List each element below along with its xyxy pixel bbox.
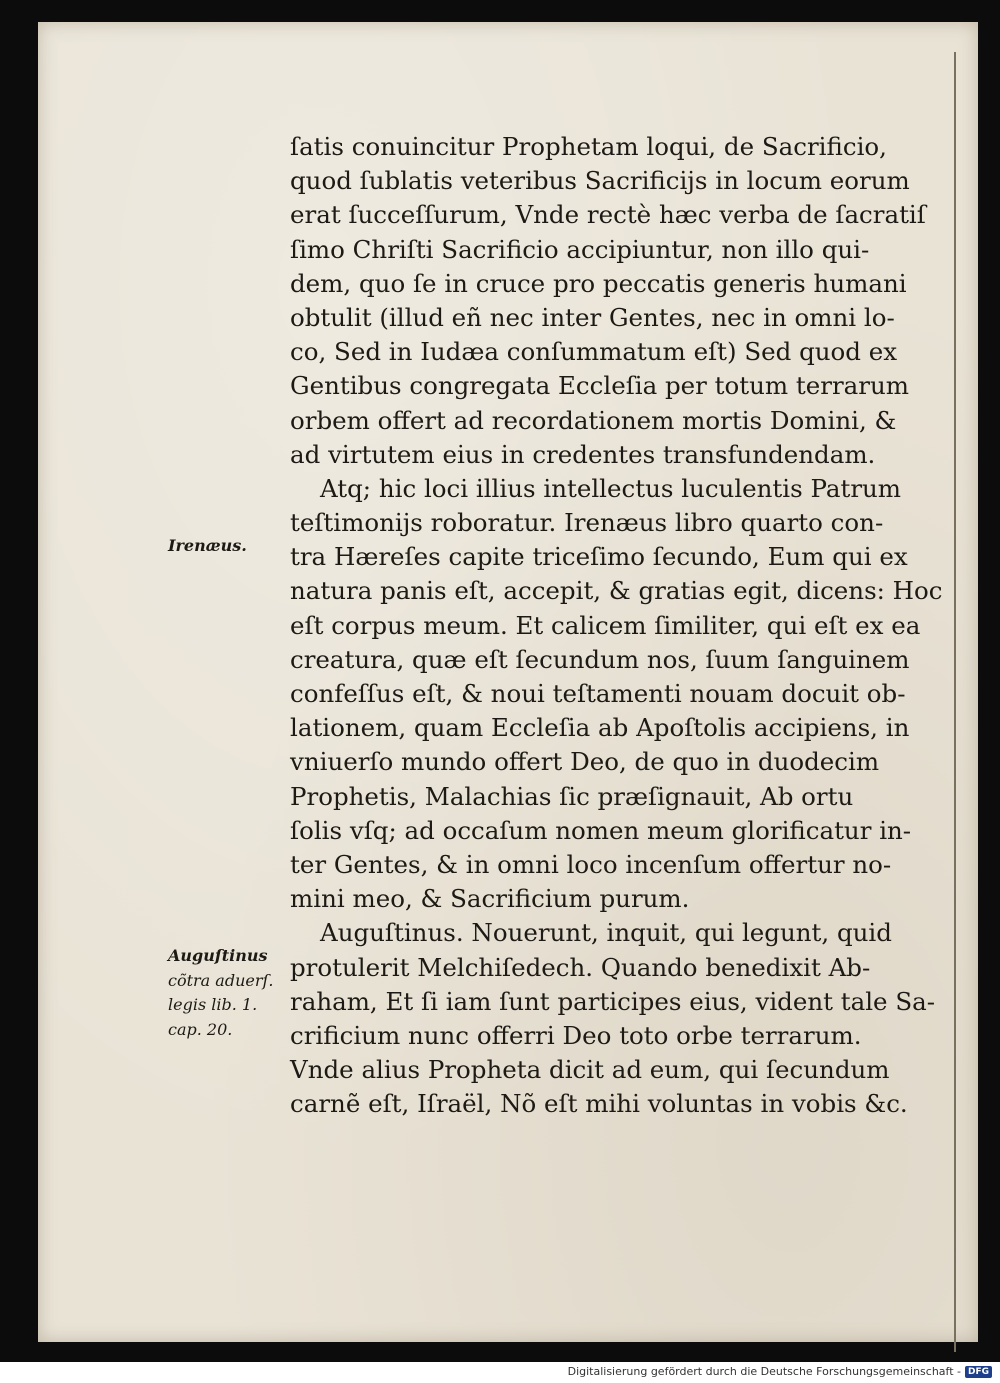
text-line: Vnde alius Propheta dicit ad eum, qui ſecundum xyxy=(290,1055,890,1085)
text-line: confeſſus eſt, & noui teſtamenti nouam docuit ob- xyxy=(290,679,906,708)
marginal-note-line: Auguſtinus xyxy=(168,946,268,965)
text-line: Atq; hic loci illius intellectus luculentis Patrum xyxy=(320,473,902,503)
text-line: eſt corpus meum. Et calicem ſimiliter, qui eſt ex ea xyxy=(290,610,921,640)
text-line: orbem offert ad recordationem mortis Domini, & xyxy=(290,405,897,435)
text-line: Gentibus congregata Eccleſia per totum terrarum xyxy=(290,371,910,401)
footer-text: Digitalisierung gefördert durch die Deutsche Forschungsgemeinschaft - xyxy=(567,1365,961,1378)
text-line: obtulit (illud eñ nec inter Gentes, nec in omni lo- xyxy=(290,302,895,332)
text-line: protulerit Melchiſedech. Quando benedixit Ab- xyxy=(290,952,871,982)
marginal-note-irenaeus: Irenæus. xyxy=(168,536,247,555)
text-line: natura panis eſt, accepit, & gratias egit, dicens: Hoc xyxy=(290,576,943,606)
marginal-note-line: cõtra aduerſ. xyxy=(168,970,274,990)
marginal-note-augustinus xyxy=(168,945,274,1043)
text-line: ſimo Chriſti Sacrificio accipiuntur, non illo qui- xyxy=(290,234,870,264)
text-line: dem, quo ſe in cruce pro peccatis generis humani xyxy=(290,268,907,298)
text-line: co, Sed in Iudæa conſummatum eſt) Sed quod ex xyxy=(290,337,898,367)
page-edge xyxy=(954,52,956,1352)
text-line: crificium nunc offerri Deo toto orbe terrarum. xyxy=(290,1020,862,1050)
text-line: erat ſucceſſurum, Vnde rectè hæc verba de ſacratiſ xyxy=(290,200,926,230)
footer-credit xyxy=(568,1365,992,1378)
text-line: carnẽ eſt, Iſraël, Nõ eſt mihi voluntas in vobis &c. xyxy=(290,1089,908,1119)
text-line: lationem, quam Eccleſia ab Apoſtolis accipiens, in xyxy=(290,713,910,743)
text-line: mini meo, & Sacrificium purum. xyxy=(290,884,690,914)
text-line: Auguſtinus. Nouerunt, inquit, qui legunt, quid xyxy=(320,918,892,948)
dfg-logo: DFG xyxy=(965,1366,992,1378)
text-line: ter Gentes, & in omni loco incenſum offertur no- xyxy=(290,849,892,879)
text-line: teſtimonijs roboratur. Irenæus libro quarto con- xyxy=(290,508,884,538)
marginal-note-line: cap. 20. xyxy=(168,1019,233,1039)
text-line: creatura, quæ eſt ſecundum nos, ſuum ſanguinem xyxy=(290,644,910,674)
text-line: raham, Et ſi iam ſunt participes eius, vident tale Sa- xyxy=(290,986,936,1016)
text-line: ſolis vſq; ad occaſum nomen meum glorificatur in- xyxy=(290,815,912,845)
text-line: tra Hæreſes capite triceſimo ſecundo, Eum qui ex xyxy=(290,542,908,572)
text-line: ad virtutem eius in credentes transfundendam. xyxy=(290,439,876,469)
text-line: Prophetis, Malachias ſic præſignauit, Ab ortu xyxy=(290,781,854,811)
text-line: ſatis conuincitur Prophetam loqui, de Sacrificio, xyxy=(290,132,887,161)
marginal-note-line: legis lib. 1. xyxy=(168,995,258,1014)
text-line: vniuerſo mundo offert Deo, de quo in duodecim xyxy=(290,747,880,777)
text-line: quod ſublatis veteribus Sacrificijs in locum eorum xyxy=(290,166,910,196)
main-text-block xyxy=(290,130,943,1121)
